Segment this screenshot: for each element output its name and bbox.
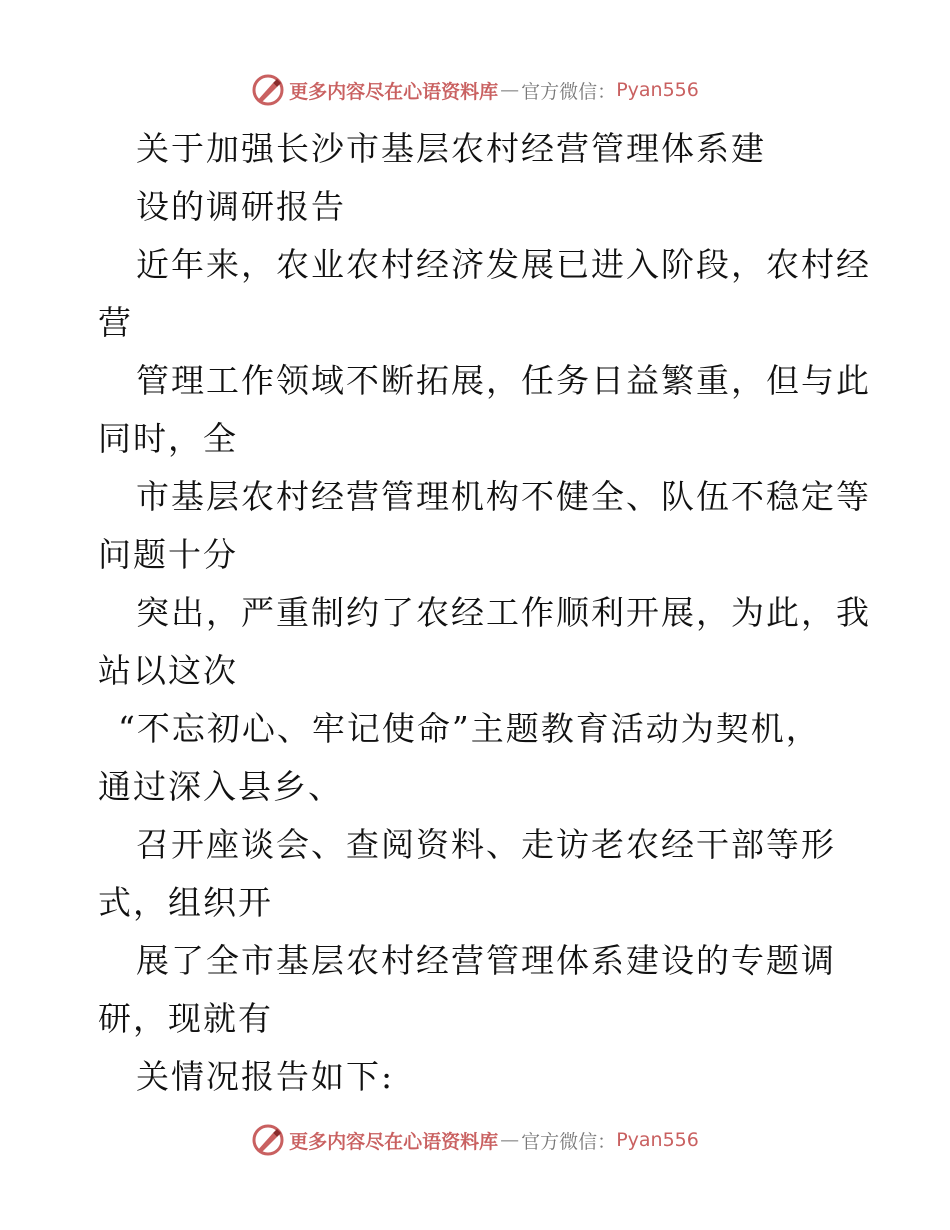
watermark-label: 官方微信： xyxy=(521,80,617,103)
watermark-label: 官方微信： xyxy=(521,1130,617,1153)
paragraph-line: 站以这次 xyxy=(98,651,238,690)
title-line-1: 关于加强长沙市基层农村经营管理体系建 xyxy=(136,129,766,168)
paragraph-line: 研，现就有 xyxy=(98,999,273,1038)
paragraph-line: 市基层农村经营管理机构不健全、队伍不稳定等 xyxy=(136,477,871,516)
pen-logo-icon xyxy=(251,73,285,107)
paragraph-line: 通过深入县乡、 xyxy=(98,767,343,806)
paragraph-line: 管理工作领域不断拓展，任务日益繁重，但与此 xyxy=(136,361,871,400)
paragraph-line: “不忘初心、牢记使命”主题教育活动为契机， xyxy=(118,709,821,748)
paragraph-line: 营 xyxy=(98,303,133,342)
watermark-text: 更多内容尽在心语资料库 xyxy=(289,80,499,103)
paragraph-line: 关情况报告如下: xyxy=(136,1057,395,1096)
paragraph-line: 同时，全 xyxy=(98,419,238,458)
watermark-text: 更多内容尽在心语资料库 xyxy=(289,1130,499,1153)
watermark-separator: — xyxy=(500,1129,520,1151)
watermark-id: Pyan556 xyxy=(616,79,699,101)
paragraph-line: 召开座谈会、查阅资料、走访老农经干部等形 xyxy=(136,825,836,864)
pen-logo-icon xyxy=(251,1123,285,1157)
paragraph-line: 突出，严重制约了农经工作顺利开展，为此，我 xyxy=(136,593,871,632)
paragraph-line: 问题十分 xyxy=(98,535,238,574)
paragraph-line: 展了全市基层农村经营管理体系建设的专题调 xyxy=(136,941,836,980)
watermark-separator: — xyxy=(500,79,520,101)
document-body xyxy=(98,120,871,1106)
paragraph-line: 式，组织开 xyxy=(98,883,273,922)
title-line-2: 设的调研报告 xyxy=(136,187,346,226)
header-watermark xyxy=(0,70,950,110)
footer-watermark xyxy=(0,1120,950,1160)
paragraph-line: 近年来，农业农村经济发展已进入阶段，农村经 xyxy=(136,245,871,284)
watermark-id: Pyan556 xyxy=(616,1129,699,1151)
